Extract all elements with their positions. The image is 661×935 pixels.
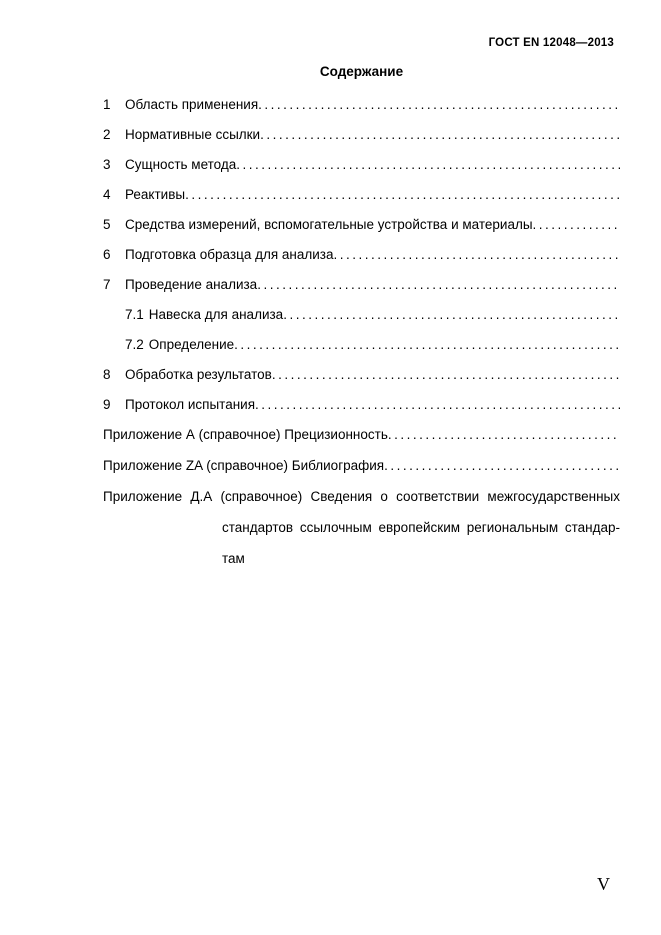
toc-number: 7.2 [125, 337, 144, 352]
toc-label: Нормативные ссылки [125, 127, 261, 142]
toc-label: Средства измерений, вспомогательные устройства и материалы [125, 217, 533, 232]
toc-label: Реактивы [125, 187, 186, 202]
toc-content [103, 64, 620, 566]
appendix-da-block [103, 489, 620, 566]
toc-label: Сущность метода [125, 157, 237, 172]
toc-label: Проведение анализа [125, 277, 258, 292]
toc-number: 4 [103, 187, 111, 202]
toc-number: 8 [103, 367, 111, 382]
toc-row [103, 217, 620, 232]
toc-number: 3 [103, 157, 111, 172]
dot-leader [257, 277, 620, 292]
dot-leader [255, 397, 620, 412]
toc-row [103, 127, 620, 142]
toc-number: 7.1 [125, 307, 144, 322]
appendix-row [103, 427, 620, 442]
appendix-row [103, 458, 620, 473]
toc-number: 5 [103, 217, 111, 232]
dot-leader [185, 187, 620, 202]
toc-row [103, 277, 620, 292]
toc-row [103, 367, 620, 382]
toc-row [103, 337, 620, 352]
toc-label: Подготовка образца для анализа [125, 247, 334, 262]
dot-leader [260, 127, 620, 142]
appendix-da-line: Приложение Д.А (справочное) Сведения о соответствии межгосударственных [103, 489, 620, 504]
appendix-label: Приложение ZA (справочное) Библиография [103, 458, 385, 473]
dot-leader [234, 337, 620, 352]
toc-row [103, 187, 620, 202]
toc-number: 1 [103, 97, 111, 112]
toc-label: Область применения [125, 97, 259, 112]
toc-row [103, 307, 620, 322]
doc-code: ГОСТ EN 12048—2013 [488, 37, 614, 49]
dot-leader [533, 217, 620, 232]
appendix-da-line: стандартов ссылочным европейским региональным стандар- [222, 520, 620, 535]
toc-row [103, 97, 620, 112]
page-title: Содержание [319, 64, 404, 79]
toc-row [103, 397, 620, 412]
toc-number: 2 [103, 127, 111, 142]
dot-leader [283, 307, 620, 322]
appendix-label: Приложение А (справочное) Прецизионность [103, 427, 388, 442]
toc-row [103, 247, 620, 262]
dot-leader [272, 367, 620, 382]
appendix-da-line: там [222, 551, 245, 566]
dot-leader [334, 247, 621, 262]
dot-leader [258, 97, 620, 112]
toc-number: 9 [103, 397, 111, 412]
toc-label: Определение [148, 337, 235, 352]
toc-label: Протокол испытания [125, 397, 256, 412]
dot-leader [384, 458, 620, 473]
dot-leader [236, 157, 620, 172]
toc-number: 7 [103, 277, 111, 292]
toc-label: Обработка результатов [125, 367, 272, 382]
page-number: V [597, 874, 610, 894]
dot-leader [388, 427, 620, 442]
toc-label: Навеска для анализа [148, 307, 284, 322]
toc-row [103, 157, 620, 172]
toc-number: 6 [103, 247, 111, 262]
